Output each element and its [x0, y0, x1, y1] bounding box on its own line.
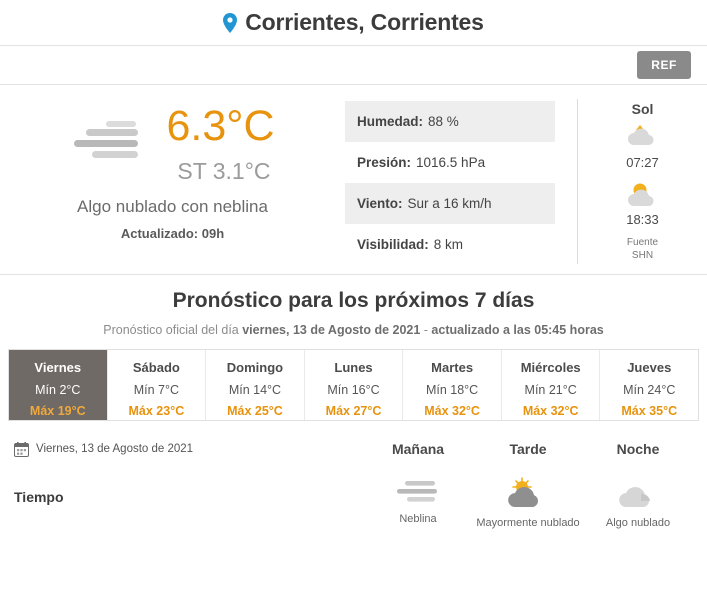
day-name: Sábado [132, 360, 180, 375]
sunrise-time: 07:27 [626, 155, 659, 170]
day-name: Domingo [226, 360, 284, 375]
forecast-subtitle-mid: - [420, 323, 432, 337]
day-max: Máx 25°C [227, 404, 283, 418]
day-min: Mín 7°C [133, 383, 180, 397]
day-max: Máx 27°C [325, 404, 382, 418]
current-temp-block [70, 102, 275, 185]
slot-label-manana: Mañana [391, 441, 445, 457]
detail-label-pressure: Presión: [357, 155, 412, 170]
day-min: Mín 16°C [327, 383, 380, 397]
day-min: Mín 24°C [623, 383, 676, 397]
page-header [0, 0, 707, 46]
detail-row-wind [345, 183, 555, 224]
detail-label-humidity: Humedad: [357, 114, 424, 129]
day-max: Máx 32°C [424, 404, 480, 418]
tiempo-manana [363, 477, 473, 531]
day-min: Mín 14°C [228, 383, 282, 397]
day-min: Mín 21°C [524, 383, 577, 397]
day-name: Viernes [34, 360, 82, 375]
day-name: Miércoles [520, 360, 581, 375]
forecast-day-jueves[interactable] [600, 350, 698, 420]
fog-icon [363, 477, 473, 507]
detail-value-humidity: 88 % [428, 114, 459, 129]
sun-source-line2: SHN [631, 249, 654, 261]
detail-row-pressure [345, 142, 555, 183]
detail-row-label: Tiempo [14, 489, 64, 505]
day-name: Martes [431, 360, 474, 375]
day-min: Mín 2°C [35, 383, 81, 397]
current-summary [0, 99, 345, 264]
forecast-day-viernes[interactable] [9, 350, 108, 420]
sun-source [627, 237, 658, 262]
forecast-day-miercoles[interactable] [502, 350, 601, 420]
detail-row-visibility [345, 224, 555, 265]
partly-cloudy-icon [583, 477, 693, 511]
location-pin-icon [223, 13, 237, 33]
ref-bar [0, 46, 707, 85]
current-updated-text: Actualizado: 09h [120, 226, 225, 241]
forecast-subtitle-date: viernes, 13 de Agosto de 2021 [242, 323, 421, 337]
temperature-block [160, 102, 275, 185]
tiempo-caption: Algo nublado [605, 517, 671, 529]
calendar-icon [14, 442, 29, 457]
forecast-day-domingo[interactable] [206, 350, 305, 420]
forecast-day-sabado[interactable] [108, 350, 207, 420]
detail-row-humidity [345, 101, 555, 142]
forecast-subtitle-prefix: Pronóstico oficial del día [103, 323, 243, 337]
forecast-day-lunes[interactable] [305, 350, 404, 420]
forecast-header [0, 275, 707, 337]
tiempo-tarde [473, 477, 583, 531]
feels-like-temperature: ST 3.1°C [177, 158, 271, 184]
detail-value-pressure: 1016.5 hPa [416, 155, 486, 170]
detail-value-visibility: 8 km [433, 237, 464, 252]
detail-header [0, 437, 707, 461]
day-max: Máx 32°C [522, 404, 579, 418]
forecast-day-martes[interactable] [403, 350, 502, 420]
forecast-subtitle [0, 323, 707, 337]
mostly-cloudy-icon [473, 477, 583, 511]
detail-label-wind: Viento: [357, 196, 403, 211]
current-conditions [0, 85, 707, 275]
detail-date: Viernes, 13 de Agosto de 2021 [36, 443, 194, 455]
day-name: Jueves [627, 360, 672, 375]
tiempo-caption: Neblina [399, 513, 437, 525]
sun-source-line1: Fuente [626, 237, 659, 248]
day-min: Mín 18°C [425, 383, 479, 397]
detail-row-values [363, 477, 693, 531]
tiempo-caption: Mayormente nublado [476, 517, 580, 529]
forecast-days-strip [8, 349, 699, 421]
day-name: Lunes [334, 360, 373, 375]
detail-row-tiempo [0, 461, 707, 531]
detail-slot-labels [363, 441, 693, 457]
current-temperature: 6.3°C [166, 102, 275, 150]
day-max: Máx 23°C [128, 404, 185, 418]
detail-label-visibility: Visibilidad: [357, 237, 429, 252]
current-condition-text: Algo nublado con neblina [77, 197, 268, 216]
slot-label-tarde: Tarde [509, 441, 547, 457]
sun-panel [577, 99, 707, 264]
slot-label-noche: Noche [616, 441, 660, 457]
tiempo-noche [583, 477, 693, 531]
page-title: Corrientes, Corrientes [245, 9, 484, 35]
day-max: Máx 19°C [29, 404, 86, 418]
sunrise-icon [626, 123, 660, 153]
ref-button[interactable]: REF [637, 51, 691, 79]
sunset-icon [626, 180, 660, 210]
sun-title: Sol [631, 101, 654, 117]
detail-value-wind: Sur a 16 km/h [407, 196, 492, 211]
fog-icon [70, 105, 160, 172]
sunset-time: 18:33 [626, 212, 659, 227]
current-details-list [345, 99, 555, 264]
day-max: Máx 35°C [621, 404, 678, 418]
forecast-title: Pronóstico para los próximos 7 días [172, 289, 535, 312]
forecast-subtitle-updated: actualizado a las 05:45 horas [431, 323, 604, 337]
